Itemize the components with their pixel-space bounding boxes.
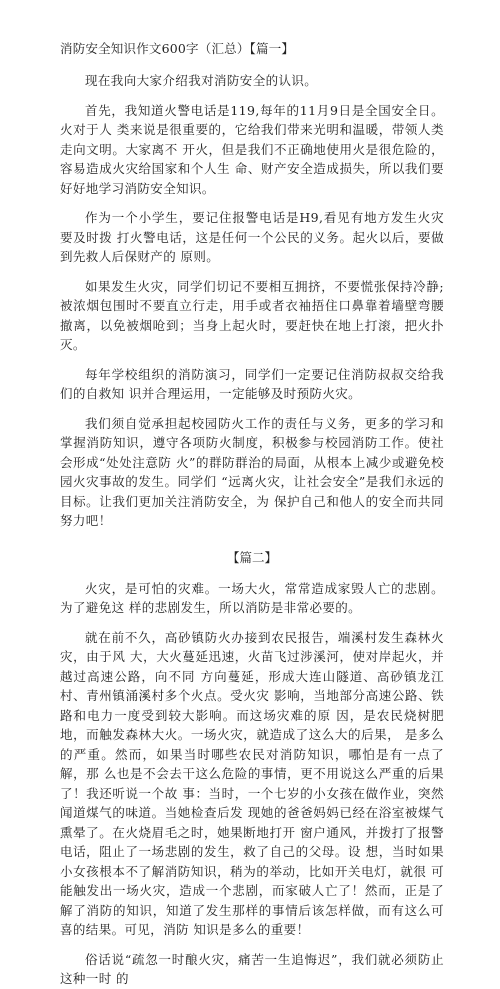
paragraph: 就在前不久，高砂镇防火办接到农民报告，端溪村发生森林火灾，由于风 大，大火蔓延迅速，火苗飞过涉溪河，使对岸起火，并越过高速公路，向不同 方向蔓延，形成大连山隧道、高砂镇龙江村、青州镇涌溪村多个火点。受火灾 影响，当地部分高速公路、铁路和电力一度受到较大影响。而这场灾难的原 因，是农民烧树肥地，而触发森林大火。一场火灾，就造成了这么大的后果， 是多么的严重。然而，如果当时哪些农民对消防知识，哪怕是有一点了解，那 么也是不会去干这么危险的事情，更不用说这么严重的后果了！我还听说一个故 事：当时，一个七岁的小女孩在做作业，突然闻道煤气的味道。当她检查后发 现她的爸爸妈妈已经在浴室被煤气熏晕了。在火烧眉毛之时，她果断地打开 窗户通风，并拨打了报警电话，阻止了一场悲剧的发生，救了自己的父母。设 想，当时如果小女孩根本不了解消防知识，稍为的举动，比如开关电灯，就很 可能触发出一场火灾，造成一个悲剧，而家破人亡了！然而，正是了解了消防的知识，知道了发生那样的事情后该怎样做，而有这么可喜的结果。可见，消防 知识是多么的重要！ xyxy=(60,629,444,937)
paragraph: 我们须自觉承担起校园防火工作的责任与义务，更多的学习和掌握消防知识，遵守各项防火制度，积极参与校园消防工作。使社会形成“处处注意防 火”的群防群治的局面，从根本上减少或避免校园火灾事故的发生。同学们 “远离火灾，让社会安全”是我们永远的目标。让我们更加关注消防安全，为 保护自己和他人的安全而共同努力吧！ xyxy=(60,415,444,528)
paragraph: 如果发生火灾，同学们切记不要相互拥挤，不要慌张保持冷静;被浓烟包围时不要直立行走，用手或者衣袖捂住口鼻靠着墙壁弯腰撤离，以免被烟呛到；当身上起火时，要赶快在地上打滚，把火扑灭。 xyxy=(60,278,444,352)
section-one xyxy=(60,71,444,531)
paragraph: 俗话说“疏忽一时酿火灾，痛苦一生追悔迟”，我们就必须防止这种一时 的 xyxy=(60,951,444,986)
paragraph: 每年学校组织的消防演习，同学们一定要记住消防叔叔交给我们的自救知 识并合理运用，一定能够及时预防火灾。 xyxy=(60,366,444,401)
paragraph: 首先，我知道火警电话是119,每年的11月9日是全国安全日。火对于人 类来说是很重要的，它给我们带来光明和温暖，带领人类走向文明。大家离不 开火，但是我们不正确地使用火是很危险的，容易造成火灾给国家和个人生 命、财产安全造成损失，所以我们要好好地学习消防安全知识。 xyxy=(60,102,444,196)
paragraph: 火灾，是可怕的灾难。一场大火，常常造成家毁人亡的悲剧。为了避免这 样的悲剧发生，所以消防是非常必要的。 xyxy=(60,580,444,615)
paragraph: 现在我向大家介绍我对消防安全的认识。 xyxy=(85,73,318,88)
document-title: 消防安全知识作文600字（汇总）【篇一】 xyxy=(60,41,295,56)
section-two-heading: 【篇二】 xyxy=(226,549,277,565)
paragraph: 作为一个小学生，要记住报警电话是H9,看见有地方发生火灾要及时拨 打火警电话，这是任何一个公民的义务。起火以后，要做到先救人后保财产的 原则。 xyxy=(60,210,444,264)
section-two xyxy=(60,579,444,989)
